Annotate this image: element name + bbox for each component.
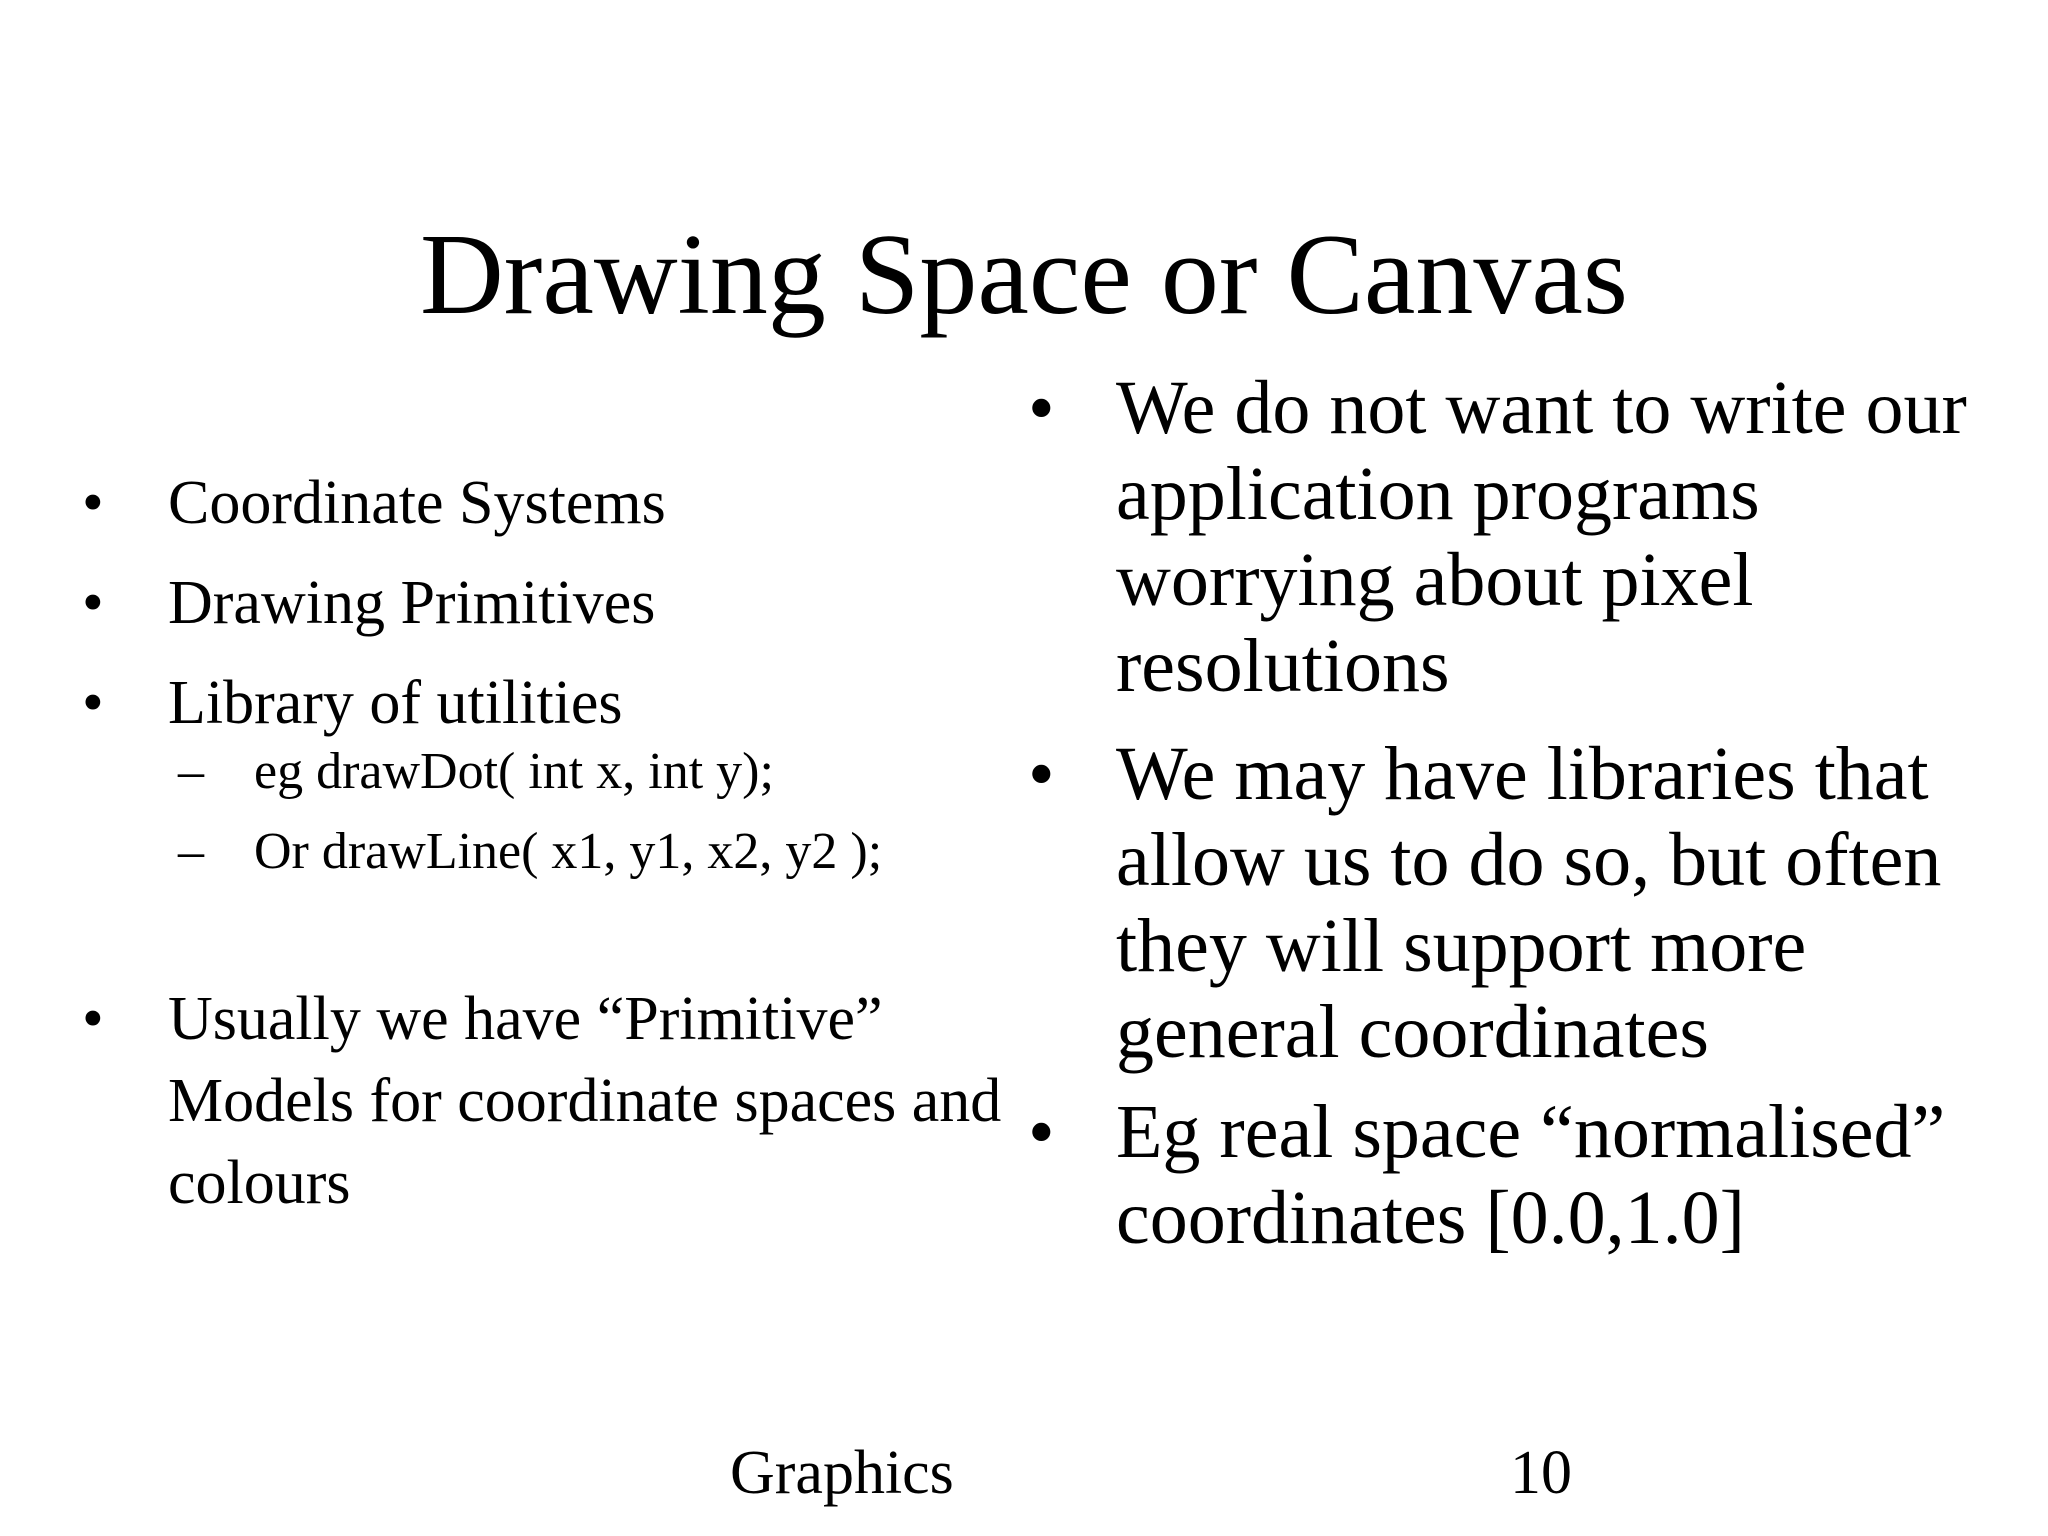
bullet-text: Usually we have “Primitive” Models for coordinate spaces and colours xyxy=(168,985,1002,1217)
bullet-marker: • xyxy=(1028,732,1055,816)
bullet-library-of-utilities xyxy=(82,662,1002,886)
bullet-primitive-models xyxy=(82,978,1002,1224)
sub-bullet-text: eg drawDot( int x, int y); xyxy=(254,743,774,800)
sub-bullet-draw-dot xyxy=(178,738,1002,806)
bullet-marker: • xyxy=(82,669,104,737)
bullet-marker: • xyxy=(82,469,104,537)
sub-bullet-draw-line xyxy=(178,818,1002,886)
sub-bullet-list xyxy=(168,738,1002,886)
left-bullet-list xyxy=(82,462,1002,1242)
dash-marker: – xyxy=(178,823,204,880)
bullet-marker: • xyxy=(1028,366,1055,450)
bullet-text: Coordinate Systems xyxy=(168,469,666,537)
dash-marker: – xyxy=(178,743,204,800)
bullet-text: Eg real space “normalised” coordinates [0.0,1.0] xyxy=(1116,1090,1946,1260)
bullet-coordinate-systems xyxy=(82,462,1002,544)
bullet-marker: • xyxy=(82,569,104,637)
bullet-pixel-resolutions xyxy=(1030,365,2040,709)
bullet-normalised-coordinates xyxy=(1030,1089,2040,1261)
bullet-drawing-primitives xyxy=(82,562,1002,644)
right-bullet-list xyxy=(1030,365,2040,1283)
bullet-text: Library of utilities xyxy=(168,669,623,737)
page-number: 10 xyxy=(1510,1439,1572,1507)
slide-title: Drawing Space or Canvas xyxy=(420,211,1628,339)
sub-bullet-text: Or drawLine( x1, y1, x2, y2 ); xyxy=(254,823,883,880)
bullet-text: We do not want to write our application programs worrying about pixel resolutions xyxy=(1116,366,1967,708)
bullet-marker: • xyxy=(1028,1090,1055,1174)
bullet-marker: • xyxy=(82,985,104,1053)
bullet-libraries xyxy=(1030,731,2040,1075)
footer-label: Graphics xyxy=(730,1439,954,1507)
bullet-text: Drawing Primitives xyxy=(168,569,656,637)
bullet-text: We may have libraries that allow us to do so, but often they will support more general coordinates xyxy=(1116,732,1942,1074)
